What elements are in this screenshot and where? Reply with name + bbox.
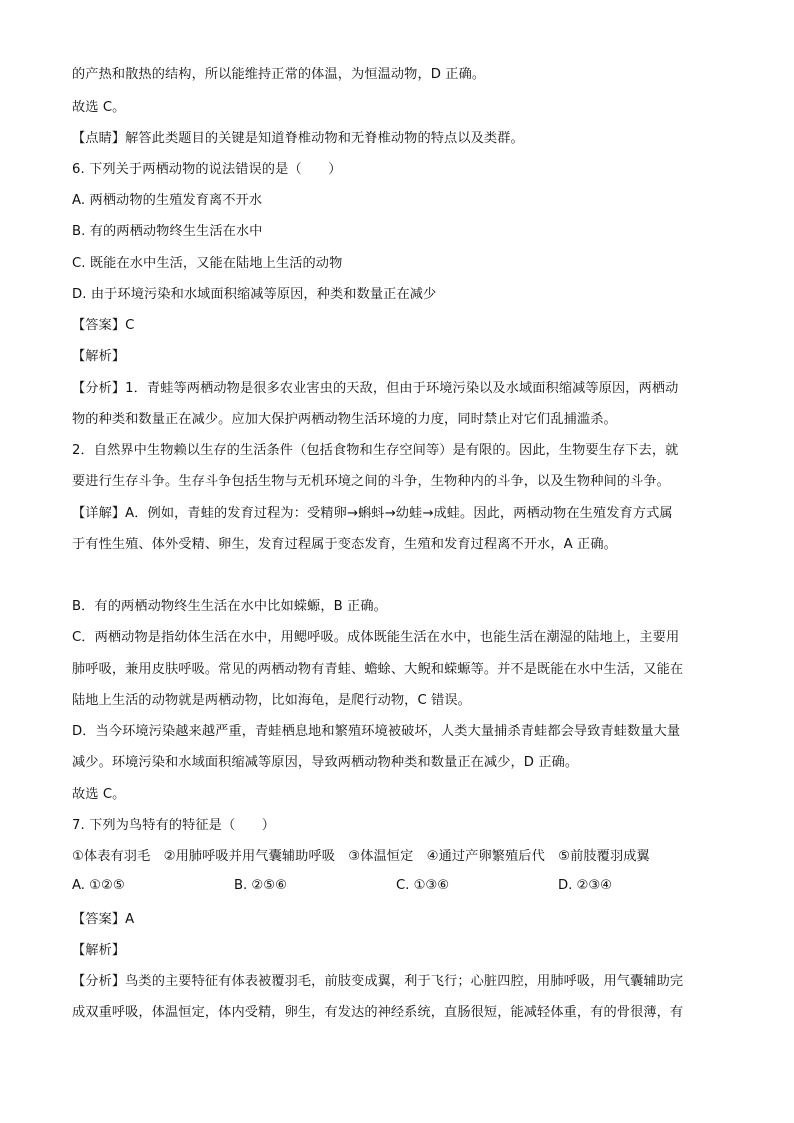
answer-label: 【答案】A	[72, 912, 135, 927]
question-6-option-d: D. 由于环境污染和水域面积缩减等原因，种类和数量正在减少	[72, 287, 437, 302]
analysis-label: 【解析】	[72, 943, 126, 958]
question-6-option-b: B. 有的两栖动物终生生活在水中	[72, 224, 263, 239]
analysis-label: 【解析】	[72, 349, 126, 364]
text-line: 减少。环境污染和水域面积缩减等原因，导致两栖动物种类和数量正在减少，D 正确。	[72, 755, 579, 770]
text-line: B．有的两栖动物终生生活在水中比如蝾螈，B 正确。	[72, 599, 387, 614]
question-6-stem: 6. 下列关于两栖动物的说法错误的是（ ）	[72, 162, 342, 177]
question-6-option-a: A. 两栖动物的生殖发育离不开水	[72, 193, 263, 208]
question-7-stem: 7. 下列为鸟特有的特征是（ ）	[72, 818, 276, 833]
question-7-option-d: D. ②③④	[558, 878, 613, 893]
question-7-option-c: C. ①③⑥	[396, 878, 450, 893]
question-7-option-a: A. ①②⑤	[72, 878, 125, 893]
text-line: 肺呼吸，兼用皮肤呼吸。常见的两栖动物有青蛙、蟾蜍、大鲵和蝾螈等。并不是既能在水中生活，又能在	[72, 662, 684, 677]
text-line: 【分析】1．青蛙等两栖动物是很多农业害虫的天敌，但由于环境污染以及水域面积缩减等原因，两栖动	[72, 381, 679, 396]
text-line: 要进行生存斗争。生存斗争包括生物与无机环境之间的斗争，生物种内的斗争，以及生物种间的斗争。	[72, 474, 670, 489]
text-line: D．当今环境污染越来越严重，青蛙栖息地和繁殖环境被破坏，人类大量捕杀青蛙都会导致青蛙数量大量	[72, 724, 681, 739]
text-line: C．两栖动物是指幼体生活在水中，用鳃呼吸。成体既能生活在水中，也能生活在潮湿的陆地上，主要用	[72, 630, 680, 645]
text-line: 故选 C。	[72, 100, 126, 115]
text-line: 【详解】A．例如，青蛙的发育过程为：受精卵→蝌蚪→幼蛙→成蛙。因此，两栖动物在生殖发育方式属	[72, 506, 673, 521]
text-line: 物的种类和数量正在减少。应加大保护两栖动物生活环境的力度，同时禁止对它们乱捕滥杀。	[72, 412, 617, 427]
answer-label: 【答案】C	[72, 318, 135, 333]
text-line: 故选 C。	[72, 787, 126, 802]
text-line: 陆地上生活的动物就是两栖动物，比如海龟，是爬行动物，C 错误。	[72, 693, 471, 708]
text-line: 【分析】鸟类的主要特征有体表被覆羽毛，前肢变成翼，利于飞行；心脏四腔，用肺呼吸，用气囊辅助完	[72, 974, 684, 989]
text-line: 于有性生殖、体外受精、卵生，发育过程属于变态发育，生殖和发育过程离不开水，A 正确。	[72, 537, 617, 552]
text-line: 【点睛】解答此类题目的关键是知道脊椎动物和无脊椎动物的特点以及类群。	[72, 131, 524, 146]
text-line: 成双重呼吸，体温恒定，体内受精，卵生，有发达的神经系统，直肠很短，能减轻体重，有的骨很薄，有	[72, 1005, 684, 1020]
question-7-features: ①体表有羽毛 ②用肺呼吸并用气囊辅助呼吸 ③体温恒定 ④通过产卵繁殖后代 ⑤前肢覆羽成翼	[72, 849, 650, 864]
text-line: 的产热和散热的结构，所以能维持正常的体温，为恒温动物，D 正确。	[72, 67, 486, 82]
text-line: 2．自然界中生物赖以生存的生活条件（包括食物和生存空间等）是有限的。因此，生物要生存下去，就	[72, 443, 679, 458]
question-6-option-c: C. 既能在水中生活，又能在陆地上生活的动物	[72, 256, 343, 271]
question-7-option-b: B. ②⑤⑥	[234, 878, 287, 893]
